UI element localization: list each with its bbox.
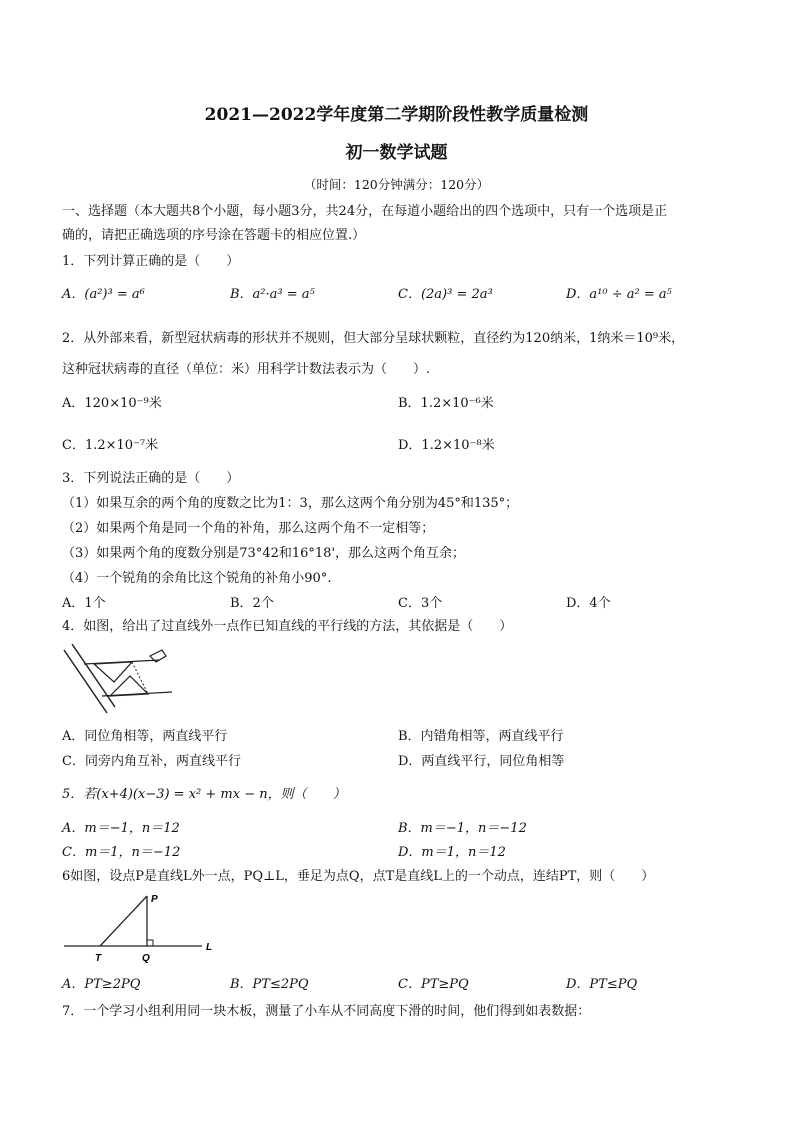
q6-option-b: B．PT≤2PQ xyxy=(230,977,309,992)
q6-option-a: A．PT≥2PQ xyxy=(62,977,141,992)
q2-option-a: A．120×10⁻⁹米 xyxy=(62,396,162,411)
q5-option-d: D．m＝1，n＝12 xyxy=(398,845,506,860)
q4-option-a: A．同位角相等，两直线平行 xyxy=(62,729,228,744)
q3-option-d: D．4个 xyxy=(566,596,611,611)
q1-option-d: D．a¹⁰ ÷ a² = a⁵ xyxy=(566,287,672,302)
q3-statement-3: （3）如果两个角的度数分别是73°42和16°18'，那么这两个角互余； xyxy=(62,546,466,561)
q6-label-l: L xyxy=(206,942,213,953)
q6-option-c: C．PT≥PQ xyxy=(398,977,469,992)
q4-option-d: D．两直线平行，同位角相等 xyxy=(398,754,565,769)
q6-label-t: T xyxy=(95,953,102,964)
q2-option-c: C．1.2×10⁻⁷米 xyxy=(62,438,159,453)
q1-stem: 1．下列计算正确的是（ ） xyxy=(62,254,240,269)
q4-stem: 4．如图，给出了过直线外一点作已知直线的平行线的方法，其依据是（ ） xyxy=(62,619,513,634)
q5-option-b: B．m＝−1，n＝−12 xyxy=(398,821,527,836)
q6-option-d: D．PT≤PQ xyxy=(566,977,638,992)
q2-stem-line1: 2．从外部来看，新型冠状病毒的形状并不规则，但大部分呈球状颗粒，直径约为120纳米，1纳米＝10⁹米， xyxy=(62,331,685,346)
q2-stem-line2: 这种冠状病毒的直径（单位：米）用科学计数法表示为（ ）. xyxy=(62,362,431,377)
q7-stem: 7．一个学习小组利用同一块木板，测量了小车从不同高度下滑的时间，他们得到如表数据： xyxy=(62,1004,591,1019)
q1-option-a: A．(a²)³ = a⁶ xyxy=(62,287,145,302)
q3-option-b: B．2个 xyxy=(230,596,274,611)
q4-option-b: B．内错角相等，两直线平行 xyxy=(398,729,564,744)
exam-meta: （时间：120分钟满分：120分） xyxy=(303,177,490,192)
q3-statement-4: （4）一个锐角的余角比这个锐角的补角小90°. xyxy=(62,571,332,586)
q5-stem: 5．若(x+4)(x−3) = x² + mx − n，则（ ） xyxy=(62,787,346,802)
exam-title: 2021—2022学年度第二学期阶段性教学质量检测 xyxy=(204,105,589,125)
q1-option-b: B．a²·a³ = a⁵ xyxy=(230,287,315,302)
q1-option-c: C．(2a)³ = 2a³ xyxy=(398,287,493,302)
q3-statement-1: （1）如果互余的两个角的度数之比为1：3，那么这两个角分别为45°和135°； xyxy=(62,496,519,511)
section-intro-line2: 确的，请把正确选项的序号涂在答题卡的相应位置.） xyxy=(62,228,366,243)
q6-stem: 6如图，设点P是直线L外一点，PQ⊥L，垂足为点Q，点T是直线L上的一个动点，连结PT，则（ ） xyxy=(62,869,655,884)
q5-option-a: A．m＝−1，n＝12 xyxy=(62,821,180,836)
q6-label-q: Q xyxy=(142,953,150,964)
q3-option-c: C．3个 xyxy=(398,596,443,611)
q3-stem: 3．下列说法正确的是（ ） xyxy=(62,471,240,486)
q6-figure-perpendicular xyxy=(62,890,222,965)
q2-option-d: D．1.2×10⁻⁸米 xyxy=(398,438,495,453)
q4-option-c: C．同旁内角互补，两直线平行 xyxy=(62,754,241,769)
q6-label-p: P xyxy=(151,894,158,905)
q5-option-c: C．m＝1，n＝−12 xyxy=(62,845,181,860)
section-intro-line1: 一、选择题（本大题共8个小题，每小题3分，共24分，在每道小题给出的四个选项中，只有一个选项是正 xyxy=(62,204,668,219)
q3-option-a: A．1个 xyxy=(62,596,106,611)
q3-statement-2: （2）如果两个角是同一个角的补角，那么这两个角不一定相等； xyxy=(62,521,435,536)
exam-subtitle: 初一数学试题 xyxy=(345,143,448,163)
q2-option-b: B．1.2×10⁻⁶米 xyxy=(398,396,494,411)
q4-figure-ruler-set-square xyxy=(62,640,177,715)
